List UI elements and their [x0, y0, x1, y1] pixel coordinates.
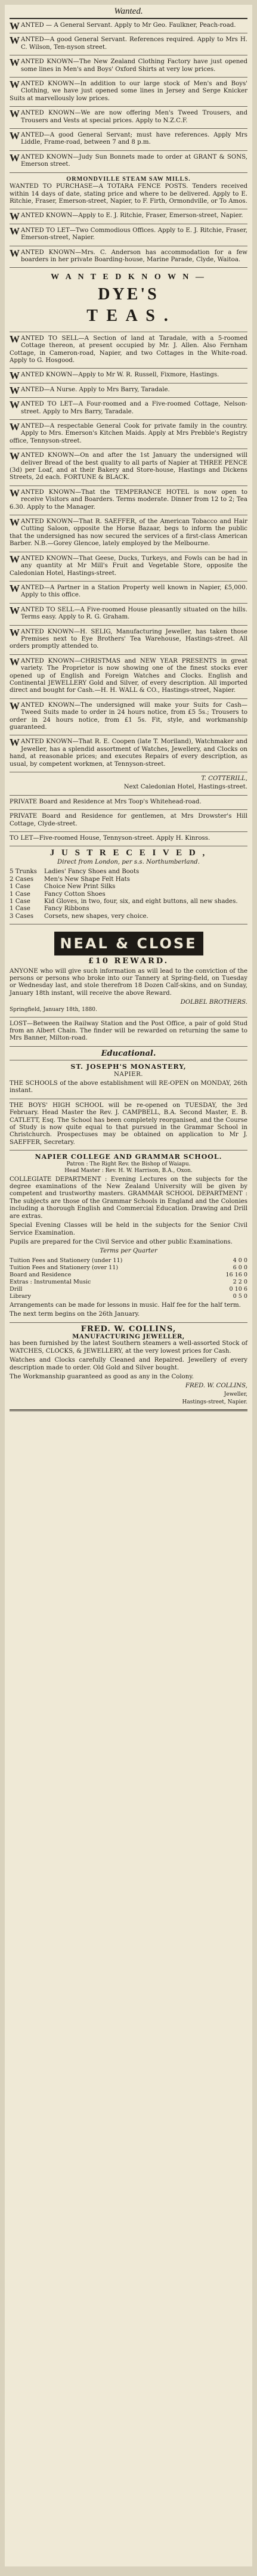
- received-item-desc: Kid Gloves, in two, four, six, and eight buttons, all new shades.: [44, 898, 238, 905]
- dolbel-sig: DOLBEL BROTHERS.: [180, 999, 247, 1006]
- wanted-ad: [10, 552, 247, 582]
- dyes-line-2: DYE'S: [98, 284, 159, 304]
- ad-ormondville: [10, 173, 247, 210]
- wanted-ads-group-2: [10, 209, 247, 268]
- fee-row: [10, 1264, 247, 1272]
- received-item-desc: Fancy Ribbons: [44, 905, 89, 913]
- ad-text: ANTED—A Nurse. Apply to Mrs Barry, Taradale.: [21, 386, 170, 393]
- boarding-ad: [10, 832, 247, 846]
- fees-title: Terms per Quarter: [100, 1248, 157, 1255]
- wanted-ad: [10, 332, 247, 369]
- boarding-ad: [10, 810, 247, 832]
- fee-label: Board and Residence: [10, 1271, 72, 1278]
- received-item: [10, 868, 247, 876]
- drop-cap: W: [10, 20, 20, 32]
- fees-table: [10, 1257, 247, 1300]
- drop-cap: W: [10, 151, 20, 163]
- boarding-ads: [10, 796, 247, 847]
- received-item: [10, 891, 247, 898]
- ad-text: ANTED KNOWN—Mrs. C. Anderson has accommodation for a few boarders in her private Boarding-house, Marine Parade, Clyde, Waitoa.: [21, 249, 247, 263]
- drop-cap: W: [10, 737, 20, 749]
- fee-row: [10, 1272, 247, 1279]
- wanted-ad: [10, 486, 247, 515]
- drop-cap: W: [10, 399, 20, 411]
- drop-cap: W: [10, 553, 20, 565]
- received-item: [10, 913, 247, 920]
- wanted-ad: [10, 582, 247, 604]
- section-header-wanted: Wanted.: [10, 6, 247, 19]
- wanted-ad: [10, 699, 247, 736]
- ad-just-received: [10, 846, 247, 924]
- boarding-text: TO LET—Five-roomed House, Tennyson-street. Apply H. Kinross.: [10, 835, 210, 842]
- fee-row: [10, 1293, 247, 1300]
- received-item-qty: 5 Trunks: [10, 868, 37, 876]
- fee-row: [10, 1279, 247, 1286]
- fee-label: Tuition Fees and Stationery (over 11): [10, 1264, 119, 1271]
- ad-text: ANTED—A good General Servant. References required. Apply to Mrs H. C. Wilson, Ten-nyson street.: [21, 36, 247, 51]
- ad-text: ANTED TO SELL—A Section of land at Taradale, with a 5-roomed Cottage thereon, at present occupied by Mr. J. Allen. Also Fernham Cottage, in Cameron-road, Napier, and two Cottages in the White-road. Apply to G. Hosgood.: [10, 335, 247, 364]
- ad-text: ANTED—A good General Servant; must have references. Apply Mrs Liddle, Frame-road, between 7 and 8 p.m.: [21, 132, 247, 146]
- drop-cap: W: [10, 626, 20, 638]
- classified-column: [5, 5, 252, 1411]
- ad-text: ANTED KNOWN—That R. E. Coopen (late T. Moriland), Watchmaker and Jeweller, has a splendid assortment of Watches, Jewellery, and Clocks on hand, at reasonable prices; and executes Repairs of every description, as usual, by competent workmen, at Tennyson-street.: [10, 738, 247, 768]
- drop-cap: W: [10, 700, 20, 712]
- ormond-text: WANTED TO PURCHASE—A TOTARA FENCE POSTS. Tenders received within 14 days of date, stating price and where to be delivered. Apply to E. Ritchie, Fraser, Emerson-street, Napier, to F. Firth, Ormondville, or To Amos.: [10, 183, 247, 205]
- drop-cap: W: [10, 333, 20, 345]
- monastery-text: THE SCHOOLS of the above establishment will RE-OPEN on MONDAY, 26th instant.: [10, 1080, 247, 1094]
- wanted-ad: [10, 55, 247, 78]
- dyes-line-1: W A N T E D K N O W N —: [51, 273, 206, 282]
- ad-boys-high-school: [10, 1099, 247, 1151]
- ad-text: ANTED KNOWN—The undersigned will make your Suits for Cash—Tweed Suits made to order in 24 hours notice, from £5 5s.; Trousers to order in 24 hours notice, from £1 5s. Fit, style, and workmanship guaranteed.: [10, 701, 247, 731]
- ad-neal-close: [10, 924, 247, 1017]
- college-note-1: Arrangements can be made for lessons in music. Half fee for the half term.: [10, 1301, 241, 1309]
- drop-cap: W: [10, 225, 20, 237]
- fee-label: Extras : Instrumental Music: [10, 1278, 91, 1285]
- received-item-desc: Choice New Print Silks: [44, 883, 116, 890]
- ad-text: ANTED KNOWN—That R. SAEFFER, of the American Tobacco and Hair Cutting Saloon, opposite the Horse Bazaar, begs to inform the public that the undersigned has now secured the services of a first-class American Barber. N.B.—Gorey Glencoe, lately employed by the Melbourne.: [10, 518, 247, 548]
- college-patron: Patron : The Right Rev. the Bishop of Waiapu.: [66, 1161, 191, 1167]
- drop-cap: W: [10, 604, 20, 616]
- received-sub: Direct from London, per s.s. Northumberland.: [57, 858, 200, 865]
- wanted-ad: [10, 735, 247, 772]
- collins-line-3: Watches and Clocks carefully Cleaned and Repaired. Jewellery of every description made to order. Old Gold and Silver bought.: [10, 1357, 247, 1371]
- wanted-ad: [10, 78, 247, 107]
- drop-cap: W: [10, 35, 20, 47]
- monastery-place: NAPIER.: [114, 1071, 143, 1078]
- fee-amount: 0 5 0: [233, 1292, 247, 1300]
- ad-text: ANTED—A Partner in a Station Property well known in Napier, £5,000. Apply to this office.: [21, 584, 247, 599]
- ad-text: ANTED KNOWN—We are now offering Men's Tweed Trousers, and Trousers and Vests at special prices. Apply to N.Z.C.F.: [21, 110, 247, 124]
- fee-label: Tuition Fees and Stationery (under 11): [10, 1257, 123, 1264]
- wanted-ad: [10, 129, 247, 151]
- dolbel-date: Springfield, January 18th, 1880.: [10, 1006, 97, 1013]
- fee-label: Drill: [10, 1285, 23, 1292]
- ad-text: ANTED KNOWN—Apply to Mr W. R. Russell, Fixmore, Hastings.: [21, 372, 219, 379]
- ad-text: ANTED KNOWN—Apply to E. J. Ritchie, Fraser, Emerson-street, Napier.: [21, 212, 243, 219]
- drop-cap: W: [10, 79, 20, 91]
- ad-text: ANTED KNOWN—On and after the 1st January the undersigned will deliver Bread of the best quality to all parts of Napier at THREE PENCE (3d) per Loaf, and at their Bakery and Store-house, Hastings and Dickens Streets, 2d each. FORTUNE & BLACK.: [10, 452, 247, 481]
- cotterill-sig: T. COTTERILL,: [201, 775, 247, 783]
- wanted-ad: [10, 604, 247, 626]
- collins-sig: FRED. W. COLLINS,: [185, 1383, 247, 1390]
- received-item-qty: 2 Cases: [10, 876, 34, 883]
- received-item-qty: 1 Case: [10, 905, 30, 913]
- wanted-ad: [10, 369, 247, 383]
- ad-text: ANTED TO LET—Two Commodious Offices. Apply to E. J. Ritchie, Fraser, Emerson-street, Napier.: [21, 227, 247, 242]
- fee-amount: 6 0 0: [233, 1264, 247, 1271]
- boarding-ad: [10, 796, 247, 810]
- wanted-ad: [10, 33, 247, 55]
- wanted-ad: [10, 209, 247, 224]
- ad-text: ANTED — A General Servant. Apply to Mr Geo. Faulkner, Peach-road.: [21, 22, 236, 29]
- received-item-qty: 1 Case: [10, 890, 30, 898]
- received-items: [10, 868, 247, 920]
- ad-lost: [10, 1018, 247, 1047]
- fee-amount: 4 0 0: [233, 1257, 247, 1264]
- monastery-name: ST. JOSEPH'S MONASTERY,: [70, 1063, 187, 1071]
- ad-cotterill-sign: [10, 772, 247, 796]
- ad-text: ANTED TO LET—A Four-roomed and a Five-roomed Cottage, Nelson-street. Apply to Mrs Barry, Taradale.: [21, 401, 247, 415]
- wanted-ad: [10, 107, 247, 129]
- collins-line-2: has been furnished by the latest Southern steamers a well-assorted Stock of WATCHES, CLOCKS, & JEWELLERY, at the very lowest prices for Cash.: [10, 1340, 247, 1355]
- collins-title: FRED. W. COLLINS,: [80, 1324, 177, 1334]
- wanted-ad: [10, 626, 247, 655]
- boarding-text: PRIVATE Board and Residence for gentlemen, at Mrs Drowster's Hill Cottage, Clyde-street.: [10, 813, 247, 827]
- drop-cap: W: [10, 247, 20, 259]
- ad-dyes-teas: [10, 268, 247, 332]
- collins-line-1: MANUFACTURING JEWELLER,: [72, 1332, 185, 1340]
- received-item: [10, 898, 247, 905]
- drop-cap: W: [10, 655, 20, 667]
- received-item-qty: 3 Cases: [10, 913, 34, 920]
- reward-heading: £10 REWARD.: [88, 957, 169, 966]
- college-dept-1: COLLEGIATE DEPARTMENT : Evening Lectures on the subjects for the degree examinations of the New Zealand University will be given by competent and trustworthy masters. GRAMMAR SCHOOL DEPARTMENT : The subjects are those of the Grammar Schools in England and the Colonies including a thorough English and Commercial Education. Drawing and Drill are extras.: [10, 1176, 247, 1220]
- received-item-qty: 1 Case: [10, 883, 30, 890]
- collins-line-4: The Workmanship guaranteed as good as any in the Colony.: [10, 1373, 194, 1380]
- drop-cap: W: [10, 487, 20, 499]
- wanted-ad: [10, 398, 247, 420]
- drop-cap: W: [10, 582, 20, 594]
- fee-row: [10, 1257, 247, 1264]
- fee-amount: 16 16 0: [225, 1271, 247, 1278]
- received-item: [10, 883, 247, 890]
- college-head: Head Master : Rev. H. W. Harrison, B.A., Oxon.: [64, 1167, 193, 1174]
- drop-cap: W: [10, 57, 20, 69]
- reward-text: ANYONE who will give such information as will lead to the conviction of the persons or persons who broke into our Tannery at Spring-field, on Tuesday or Wednesday last, and stole therefrom 18 Dozen Calf-skins, and on Sunday, January 18th instant, will receive the above Reward.: [10, 967, 247, 997]
- college-note-2: The next term begins on the 26th January.: [10, 1311, 140, 1318]
- lost-text: LOST—Between the Railway Station and the Post Office, a pair of gold Stud from an Albert Chain. The finder will be rewarded on returning the same to Mrs Banner, Milton-road.: [10, 1020, 247, 1042]
- wanted-ad: [10, 224, 247, 246]
- received-item-desc: Men's New Shape Felt Hats: [44, 876, 131, 883]
- fee-amount: 0 10 6: [229, 1285, 247, 1292]
- received-item-desc: Fancy Cotton Shoes: [44, 890, 106, 898]
- wanted-ad: [10, 449, 247, 486]
- received-item: [10, 876, 247, 883]
- drop-cap: W: [10, 130, 20, 142]
- wanted-ad: [10, 515, 247, 552]
- received-item: [10, 905, 247, 913]
- received-item-desc: Ladies' Fancy Shoes and Boots: [44, 868, 140, 876]
- fee-label: Library: [10, 1292, 31, 1300]
- drop-cap: W: [10, 108, 20, 120]
- ad-text: ANTED KNOWN—CHRISTMAS and NEW YEAR PRESENTS in great variety. The Proprietor is now showing one of the finest stocks ever opened up of English and Foreign Watches and Clocks. English and Continental JEWELLERY Gold and Silver, of every description. All imported direct and bought for Cash.—H. H. WALL & CO., Hastings-street, Napier.: [10, 657, 247, 694]
- collins-sig-3: Hastings-street, Napier.: [182, 1399, 247, 1405]
- received-item-desc: Corsets, new shapes, very choice.: [44, 913, 148, 920]
- drop-cap: W: [10, 370, 20, 382]
- college-dept-2: Special Evening Classes will be held in the subjects for the Senior Civil Service Examination.: [10, 1222, 247, 1236]
- received-title: J U S T R E C E I V E D ,: [49, 848, 208, 858]
- drop-cap: W: [10, 517, 20, 528]
- drop-cap: W: [10, 421, 20, 432]
- ad-collins: [10, 1323, 247, 1411]
- ad-napier-college: [10, 1151, 247, 1322]
- ad-text: ANTED KNOWN—That the TEMPERANCE HOTEL is now open to receive Visitors and Boarders. Terms moderate. Dinner from 12 to 2; Tea 6.30. Apply to the Manager.: [10, 488, 247, 511]
- ad-st-josephs: [10, 1060, 247, 1099]
- college-title: NAPIER COLLEGE AND GRAMMAR SCHOOL.: [35, 1153, 222, 1161]
- wanted-ad: [10, 151, 247, 173]
- wanted-ads-group-1: [10, 19, 247, 173]
- neal-close-logo: NEAL & CLOSE: [54, 932, 203, 955]
- wanted-ad: [10, 19, 247, 33]
- dyes-line-3: T E A S .: [86, 306, 171, 325]
- wanted-ad: [10, 655, 247, 699]
- wanted-ads-group-3: [10, 332, 247, 772]
- fee-amount: 2 2 0: [233, 1278, 247, 1285]
- boarding-text: PRIVATE Board and Residence at Mrs Toop's Whitehead-road.: [10, 798, 202, 805]
- college-dept-3: Pupils are prepared for the Civil Service and other public Examinations.: [10, 1238, 233, 1245]
- drop-cap: W: [10, 384, 20, 396]
- ad-text: ANTED TO SELL—A Five-roomed House pleasantly situated on the hills. Terms easy. Apply to R. G. Graham.: [21, 606, 247, 621]
- received-item-qty: 1 Case: [10, 898, 30, 905]
- drop-cap: W: [10, 450, 20, 462]
- ad-text: ANTED KNOWN—H. SELIG, Manufacturing Jeweller, has taken those Premises next to Eye Brothers' Tea Warehouse, Hastings-street. All orders promptly attended to.: [10, 628, 247, 650]
- section-header-educational: Educational.: [10, 1047, 247, 1060]
- drop-cap: W: [10, 211, 20, 222]
- cotterill-addr: Next Caledonian Hotel, Hastings-street.: [123, 784, 247, 791]
- fee-row: [10, 1286, 247, 1293]
- ormond-title: ORMONDVILLE STEAM SAW MILLS.: [66, 175, 191, 183]
- collins-sig-2: Jeweller,: [224, 1391, 247, 1397]
- wanted-ad: [10, 420, 247, 449]
- ad-text: ANTED KNOWN—The New Zealand Clothing Factory have just opened some lines in Men's and Boys' Oxford Shirts at very low prices.: [21, 58, 247, 73]
- high-school-text: THE BOYS' HIGH SCHOOL will be re-opened on TUESDAY, the 3rd February. Head Master the Rev. J. CAMPBELL, B.A. Second Master, E. B. CATLETT, Esq. The School has been completely reorganised, and the Course of Study is now quite equal to that pursued in the Grammar School in Christchurch. Prospectuses may be obtained on application to Mr J. SAEFFER, Secretary.: [10, 1102, 247, 1146]
- ad-text: ANTED KNOWN—Judy Sun Bonnets made to order at GRANT & SONS, Emerson street.: [21, 153, 247, 168]
- ad-text: ANTED KNOWN—That Geese, Ducks, Turkeys, and Fowls can be had in any quantity at Mr Mill's Fruit and Vegetable Store, opposite the Caledonian Hotel, Hastings-street.: [10, 555, 247, 577]
- wanted-ad: [10, 384, 247, 398]
- ad-text: ANTED—A respectable General Cook for private family in the country. Apply to Mrs. Emerson's Kitchen Maids. Apply at Mrs Prebble's Registry office, Tennyson-street.: [10, 423, 247, 444]
- newspaper-page: [5, 5, 252, 2566]
- ad-text: ANTED KNOWN—In addition to our large stock of Men's and Boys' Clothing, we have just opened some lines in Jersey and Serge Knicker Suits at marvellously low prices.: [10, 81, 247, 102]
- wanted-ad: [10, 246, 247, 268]
